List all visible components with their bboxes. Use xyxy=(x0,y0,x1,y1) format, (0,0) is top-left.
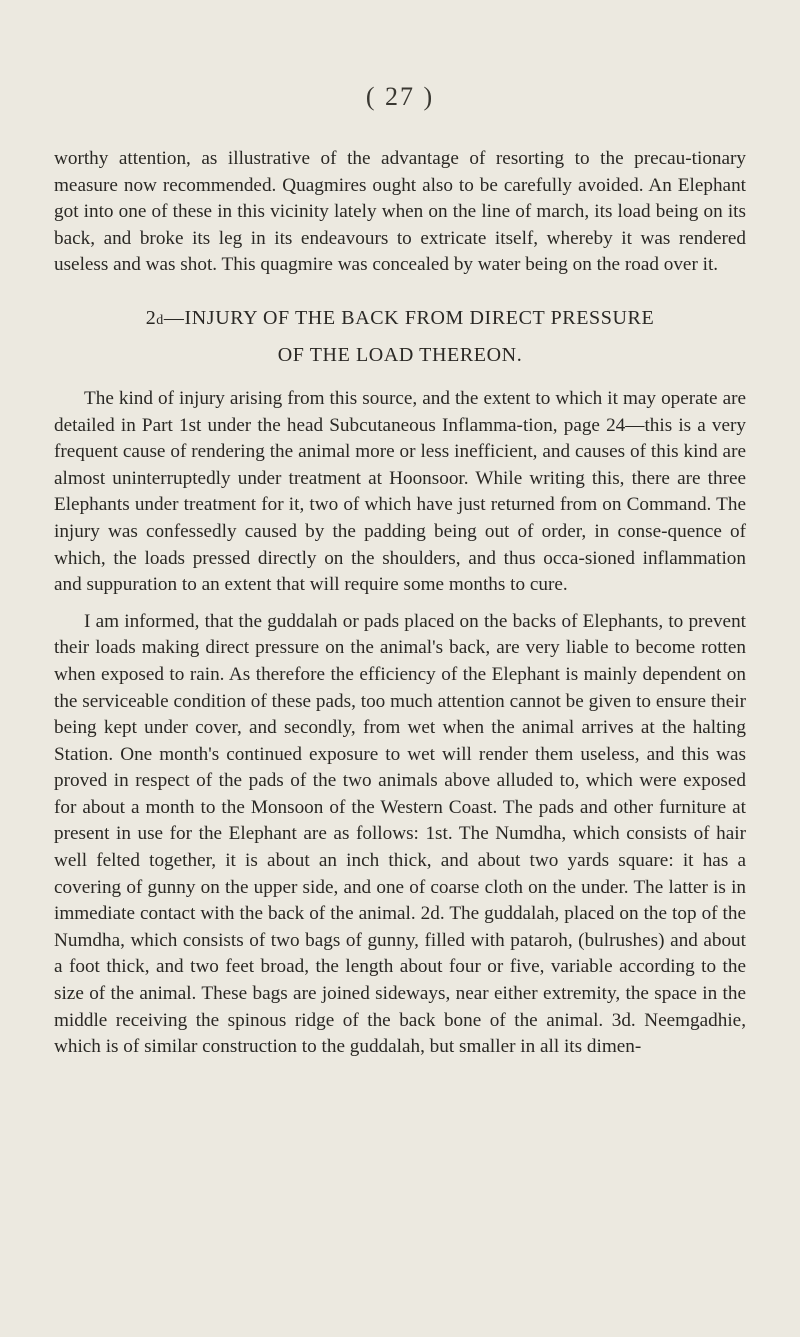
section-title-part-1: —INJURY OF THE BACK FROM DIRECT PRESSURE xyxy=(163,306,655,329)
paragraph-continuation: worthy attention, as illustrative of the advantage of resorting to the precau-tionary measure now recommended. Quagmires ought also to be carefully avoided. An Elephant got into one of these in this vicinity lately when on the line of march, its load being on its back, and broke its leg in its endeavours to extricate itself, whereby it was rendered useless and was shot. This quagmire was concealed by water being on the road over it. xyxy=(54,148,746,276)
page-number: ( 27 ) xyxy=(365,82,435,111)
section-heading-line-1 xyxy=(54,301,746,338)
section-number-suffix: d xyxy=(156,312,164,328)
paragraph-injury-kind: The kind of injury arising from this source, and the extent to which it may operate are detailed in Part 1st under the head Subcutaneous Inflamma-tion, page 24—this is a very frequent cause of rendering the animal more or less inefficient, and causes of this kind are almost uninterruptedly under treatment at Hoonsoor. While writing this, there are three Elephants under treatment for it, two of which have just returned from on Command. The injury was confessedly caused by the padding being out of order, in conse-quence of which, the loads pressed directly on the shoulders, and thus occa-sioned inflammation and suppuration to an extent that will require some months to cure. xyxy=(54,387,746,596)
section-number: 2 xyxy=(145,306,157,329)
section-heading-line-2: OF THE LOAD THEREON. xyxy=(277,343,523,366)
section-heading xyxy=(54,301,746,372)
paragraph-guddalah-pads: I am informed, that the guddalah or pads placed on the backs of Elephants, to prevent their loads making direct pressure on the animal's back, are very liable to become rotten when exposed to rain. As therefore the efficiency of the Elephant is mainly dependent on the serviceable condition of these pads, too much attention cannot be given to ensure their being kept under cover, and secondly, from wet when the animal arrives at the halting Station. One month's continued exposure to wet will render them useless, and this was proved in respect of the pads of the two animals above alluded to, which were exposed for about a month to the Monsoon of the Western Coast. The pads and other furniture at present in use for the Elephant are as follows: 1st. The Numdha, which consists of hair well felted together, it is about an inch thick, and about two yards square: it has a covering of gunny on the upper side, and one of coarse cloth on the under. The latter is in immediate contact with the back of the animal. 2d. The guddalah, placed on the top of the Numdha, which consists of two bags of gunny, filled with pataroh, (bulrushes) and about a foot thick, and two feet broad, the length about four or five, variable according to the size of the animal. These bags are joined sideways, near either extremity, the space in the middle receiving the spinous ridge of the back bone of the animal. 3d. Neemgadhie, which is of similar construction to the guddalah, but smaller in all its dimen- xyxy=(54,610,746,1058)
